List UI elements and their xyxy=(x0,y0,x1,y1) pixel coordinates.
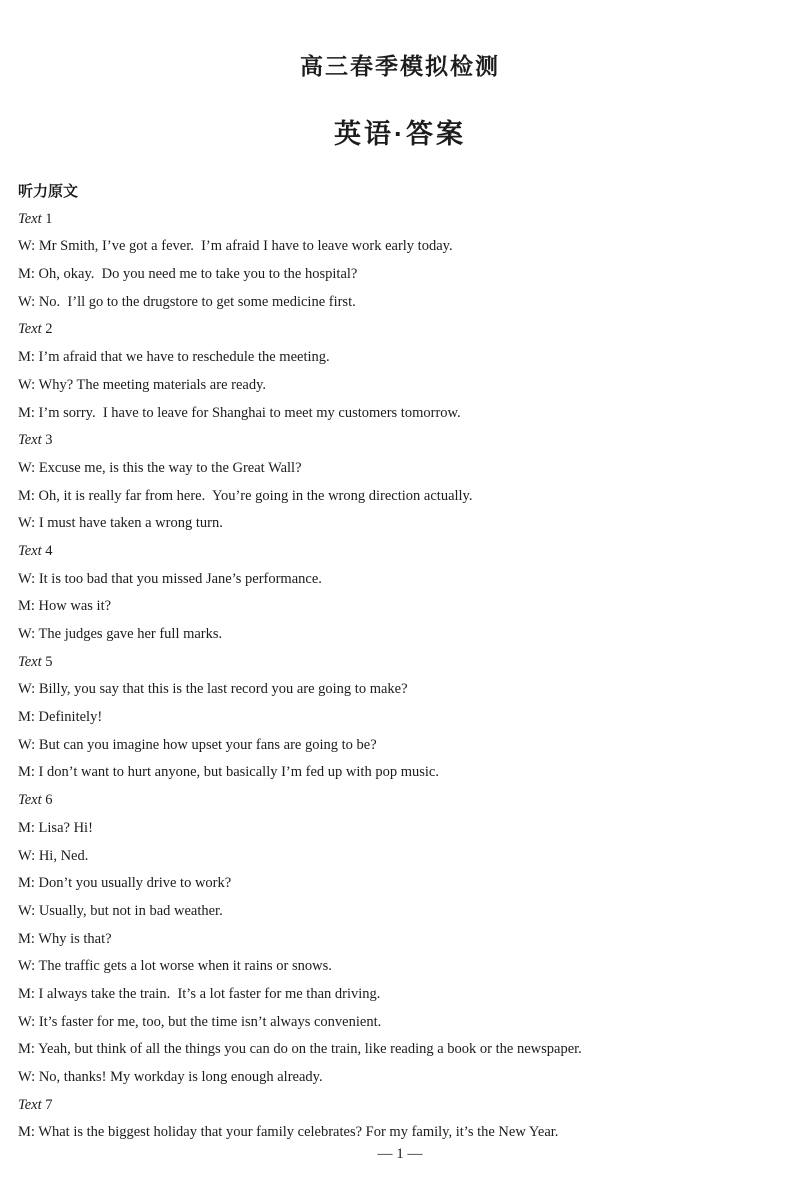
speaker-label: W: xyxy=(18,515,39,532)
dialogue-text: I must have taken a wrong turn. xyxy=(38,515,223,532)
text-label xyxy=(18,316,782,344)
dialogue-line xyxy=(18,566,782,594)
dialogue-line xyxy=(18,372,782,400)
text-label-word: Text xyxy=(18,1096,42,1113)
dialogue-text: Excuse me, is this the way to the Great Wall? xyxy=(38,459,302,476)
dialogue-text: I always take the train. It’s a lot faster for me than driving. xyxy=(38,985,381,1002)
speaker-label: W: xyxy=(18,902,39,919)
text-label-number: 6 xyxy=(41,792,53,809)
speaker-label: W: xyxy=(18,736,39,753)
speaker-label: M: xyxy=(18,349,39,366)
speaker-label: M: xyxy=(18,266,39,283)
speaker-label: M: xyxy=(18,598,39,615)
dialogue-text: Billy, you say that this is the last record you are going to make? xyxy=(38,681,408,698)
text-label-number: 3 xyxy=(41,432,53,449)
speaker-label: W: xyxy=(18,1013,39,1030)
dialogue-line xyxy=(18,261,782,289)
speaker-label: W: xyxy=(18,681,39,698)
text-label-number: 5 xyxy=(41,653,53,670)
speaker-label: W: xyxy=(18,293,39,310)
speaker-label: W: xyxy=(18,1069,39,1085)
transcript-blocks xyxy=(18,206,782,1147)
speaker-label: W: xyxy=(18,626,39,642)
speaker-label: M: xyxy=(18,487,39,504)
dialogue-text: The traffic gets a lot worse when it rains or snows. xyxy=(38,958,332,975)
text-label xyxy=(18,427,782,455)
text-label-number: 2 xyxy=(41,321,53,338)
text-label-word: Text xyxy=(18,542,42,559)
dialogue-line xyxy=(18,704,782,732)
text-label-number: 1 xyxy=(41,210,53,227)
dialogue-text: Usually, but not in bad weather. xyxy=(38,902,223,919)
text-label xyxy=(18,649,782,677)
transcript-section xyxy=(18,178,782,1147)
dialogue-text: I don’t want to hurt anyone, but basically I’m fed up with pop music. xyxy=(38,764,439,781)
text-label-word: Text xyxy=(18,653,42,670)
dialogue-text: I’m sorry. I have to leave for Shanghai to meet my customers tomorrow. xyxy=(38,404,461,421)
page-footer xyxy=(0,1143,800,1165)
text-label-number: 4 xyxy=(41,542,53,559)
dialogue-text: Oh, okay. Do you need me to take you to the hospital? xyxy=(38,266,358,283)
dialogue-text: Why? The meeting materials are ready. xyxy=(38,376,267,393)
dialogue-line xyxy=(18,510,782,538)
speaker-label: M: xyxy=(18,819,39,836)
text-label-word: Text xyxy=(18,792,42,809)
dialogue-line xyxy=(18,233,782,261)
dialogue-text: What is the biggest holiday that your family celebrates? For my family, it’s the New Year. xyxy=(38,1124,559,1141)
dialogue-text: Yeah, but think of all the things you can do on the train, like reading a book or the newspaper. xyxy=(38,1041,582,1058)
section-header-listening-transcript: 听力原文 xyxy=(18,183,79,200)
speaker-label: M: xyxy=(18,1041,39,1058)
speaker-label: M: xyxy=(18,709,39,726)
dialogue-text: The judges gave her full marks. xyxy=(38,626,223,642)
dialogue-line xyxy=(18,483,782,511)
dialogue-text: Oh, it is really far from here. You’re going in the wrong direction actually. xyxy=(38,487,473,504)
speaker-label: W: xyxy=(18,958,39,975)
speaker-label: M: xyxy=(18,930,39,947)
dialogue-line xyxy=(18,843,782,871)
speaker-label: M: xyxy=(18,875,39,892)
dialogue-line xyxy=(18,1009,782,1037)
dialogue-line xyxy=(18,898,782,926)
dialogue-text: No. I’ll go to the drugstore to get some medicine first. xyxy=(38,293,356,310)
dialogue-line xyxy=(18,815,782,843)
dialogue-line xyxy=(18,1036,782,1064)
text-label-word: Text xyxy=(18,210,42,227)
dialogue-line xyxy=(18,593,782,621)
dialogue-text: Lisa? Hi! xyxy=(38,819,93,836)
dialogue-line xyxy=(18,732,782,760)
dialogue-line xyxy=(18,759,782,787)
document-subtitle: 英语·答案 xyxy=(334,119,466,149)
speaker-label: M: xyxy=(18,764,39,781)
speaker-label: M: xyxy=(18,404,39,421)
dialogue-line xyxy=(18,289,782,317)
dialogue-text: It is too bad that you missed Jane’s performance. xyxy=(38,570,322,587)
page-number: — 1 — xyxy=(377,1146,423,1162)
dialogue-line xyxy=(18,1064,782,1092)
dialogue-text: Hi, Ned. xyxy=(38,847,89,864)
dialogue-text: Don’t you usually drive to work? xyxy=(38,875,232,892)
text-label xyxy=(18,206,782,234)
dialogue-line xyxy=(18,926,782,954)
text-label-word: Text xyxy=(18,321,42,338)
text-label-word: Text xyxy=(18,432,42,449)
dialogue-line xyxy=(18,953,782,981)
text-label xyxy=(18,787,782,815)
speaker-label: W: xyxy=(18,376,39,393)
dialogue-line xyxy=(18,981,782,1009)
dialogue-line xyxy=(18,344,782,372)
dialogue-text: It’s faster for me, too, but the time isn’t always convenient. xyxy=(38,1013,382,1030)
text-label xyxy=(18,538,782,566)
dialogue-line xyxy=(18,870,782,898)
speaker-label: W: xyxy=(18,570,39,587)
dialogue-line xyxy=(18,621,782,649)
dialogue-text: Why is that? xyxy=(38,930,112,947)
text-label-number: 7 xyxy=(41,1096,53,1113)
dialogue-text: I’m afraid that we have to reschedule the meeting. xyxy=(38,349,330,366)
document-title: 高三春季模拟检测 xyxy=(300,53,500,79)
dialogue-text: No, thanks! My workday is long enough already. xyxy=(38,1069,323,1085)
speaker-label: W: xyxy=(18,459,39,476)
speaker-label: M: xyxy=(18,1124,39,1141)
speaker-label: W: xyxy=(18,238,39,255)
text-label xyxy=(18,1092,782,1120)
dialogue-text: Mr Smith, I’ve got a fever. I’m afraid I have to leave work early today. xyxy=(38,238,453,255)
speaker-label: M: xyxy=(18,985,39,1002)
dialogue-text: How was it? xyxy=(38,598,112,615)
speaker-label: W: xyxy=(18,847,39,864)
dialogue-text: But can you imagine how upset your fans are going to be? xyxy=(38,736,377,753)
dialogue-text: Definitely! xyxy=(38,709,103,726)
dialogue-line xyxy=(18,676,782,704)
dialogue-line xyxy=(18,455,782,483)
dialogue-line xyxy=(18,400,782,428)
